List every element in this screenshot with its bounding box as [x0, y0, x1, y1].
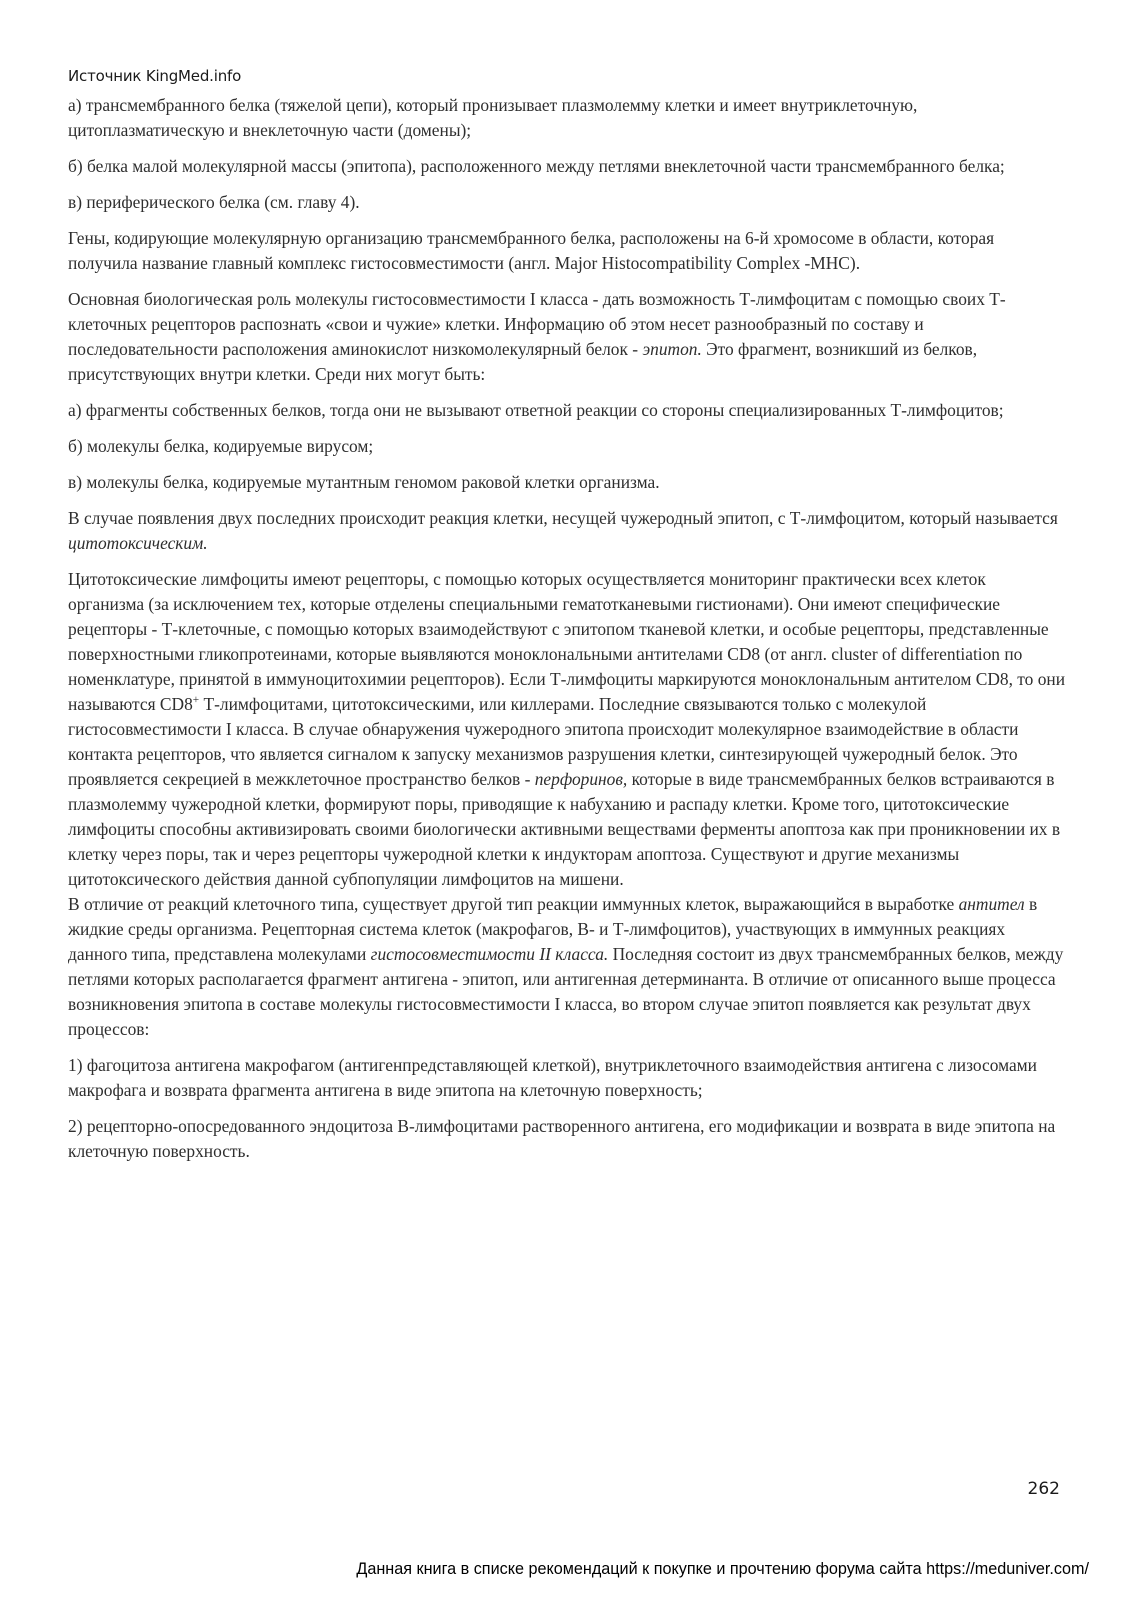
paragraph: а) фрагменты собственных белков, тогда они не вызывают ответной реакции со стороны специализированных Т-лимфоцитов; — [68, 400, 1004, 420]
paragraph-text: Т-лимфоцитами, цитотоксическими, или киллерами. Последние связываются только с молекулой гистосовместимости I класса. В случае обнаружения чужеродного эпитопа происходит молекулярное взаимодействие в области контакта рецепторов, что является сигналом к запуску механизмов разрушения клетки, синтезирующей чужеродный белок. Это проявляется секрецией в межклеточное пространство белков - — [68, 694, 1019, 789]
term-cytotoxic: цитотоксическим. — [68, 533, 208, 553]
term-epitope: эпитоп. — [642, 339, 702, 359]
paragraph-text: В отличие от реакций клеточного типа, существует другой тип реакции иммунных клеток, выражающийся в выработке — [68, 894, 959, 914]
paragraph — [68, 506, 1066, 556]
page-number: 262 — [1027, 1479, 1060, 1499]
paragraph-text: Последняя состоит из двух трансмембранных белков, между петлями которых располагается фрагмент антигена - эпитоп, или антигенная детерминанта. В отличие от описанного выше процесса возникновения эпитопа в составе молекулы гистосовместимости I класса, во втором случае эпитоп появляется как результат двух процессов: — [68, 944, 1064, 1039]
paragraph: б) белка малой молекулярной массы (эпитопа), расположенного между петлями внеклеточной части трансмембранного белка; — [68, 156, 1005, 176]
paragraph: а) трансмембранного белка (тяжелой цепи), который пронизывает плазмолемму клетки и имеет внутриклеточную, цитоплазматическую и внеклеточную части (домены); — [68, 95, 918, 140]
paragraph: в) молекулы белка, кодируемые мутантным геномом раковой клетки организма. — [68, 472, 660, 492]
page-body — [68, 93, 1066, 1175]
paragraph: б) молекулы белка, кодируемые вирусом; — [68, 436, 374, 456]
term-mhc-class-ii: гистосовместимости II класса. — [370, 944, 609, 964]
paragraph — [68, 287, 1066, 387]
paragraph: Гены, кодирующие молекулярную организацию трансмембранного белка, расположены на 6-й хромосоме в области, которая получила название главный комплекс гистосовместимости (англ. Major Histocompatibility Complex -MHC). — [68, 228, 995, 273]
paragraph: 1) фагоцитоза антигена макрофагом (антигенпредставляющей клеткой), внутриклеточного взаимодействия антигена с лизосомами макрофага и возврата фрагмента антигена в виде эпитопа на клеточную поверхность; — [68, 1055, 1037, 1100]
paragraph — [68, 567, 1066, 892]
paragraph — [68, 892, 1066, 1042]
paragraph-text: Это фрагмент, возникший из белков, присутствующих внутри клетки. Среди них могут быть: — [68, 339, 978, 384]
paragraph-text: Цитотоксические лимфоциты имеют рецепторы, с помощью которых осуществляется мониторинг практически всех клеток организма (за исключением тех, которые отделены специальными гематотканевыми гистионами). Они имеют специфические рецепторы - Т-клеточные, с помощью которых взаимодействуют с эпитопом тканевой клетки, и особые рецепторы, представленные поверхностными гликопротеинами, которые выявляются моноклональными антителами CD8 (от англ. cluster of differentiation по номенклатуре, принятой в иммуноцитохимии рецепторов). Если Т-лимфоциты маркируются моноклональным антителом CD8, то они называются CD8 — [68, 569, 1066, 714]
superscript-plus: + — [192, 694, 200, 707]
paragraph-text: в жидкие среды организма. Рецепторная система клеток (макрофагов, В- и Т-лимфоцитов), участвующих в иммунных реакциях данного типа, представлена молекулами — [68, 894, 1038, 964]
term-perforins: перфоринов, — [534, 769, 628, 789]
paragraph-text: которые в виде трансмембранных белков встраиваются в плазмолемму чужеродной клетки, формируют поры, приводящие к набуханию и распаду клетки. Кроме того, цитотоксические лимфоциты способны активизировать своими биологически активными веществами ферменты апоптоза как при проникновении их в клетку через поры, так и через рецепторы чужеродной клетки к индукторам апоптоза. Существуют и другие механизмы цитотоксического действия данной субпопуляции лимфоцитов на мишени. — [68, 769, 1061, 889]
paragraph: 2) рецепторно-опосредованного эндоцитоза В-лимфоцитами растворенного антигена, его модификации и возврата в виде эпитопа на клеточную поверхность. — [68, 1116, 1056, 1161]
source-header: Источник KingMed.info — [68, 67, 242, 85]
term-antibodies: антител — [958, 894, 1025, 914]
footer-note: Данная книга в списке рекомендаций к покупке и прочтению форума сайта https://meduniver.com/ — [356, 1560, 1089, 1578]
paragraph: в) периферического белка (см. главу 4). — [68, 192, 360, 212]
paragraph-text: В случае появления двух последних происходит реакция клетки, несущей чужеродный эпитоп, с Т-лимфоцитом, который называется — [68, 508, 1058, 528]
paragraph-text: Основная биологическая роль молекулы гистосовместимости I класса - дать возможность Т-лимфоцитам с помощью своих Т-клеточных рецепторов распознать «свои и чужие» клетки. Информацию об этом несет разнообразный по составу и последовательности расположения аминокислот низкомолекулярный белок - — [68, 289, 1006, 359]
